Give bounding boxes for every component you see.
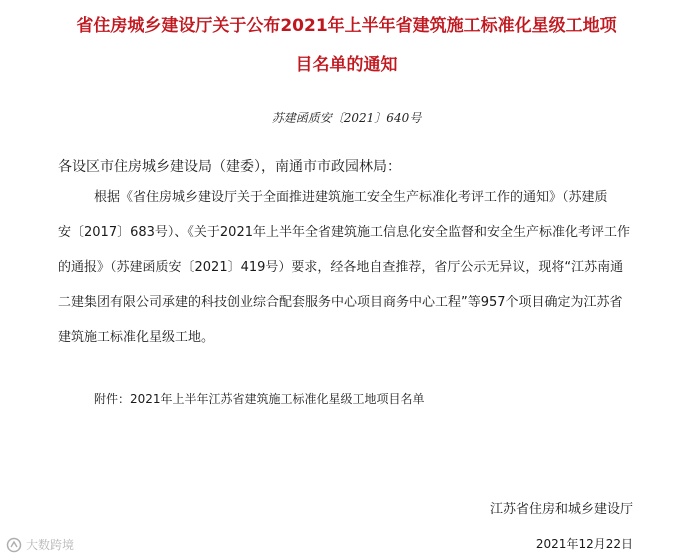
salutation: 各设区市住房城乡建设局（建委），南通市市政园林局： [58,159,401,175]
watermark-text: 大数跨境 [26,538,75,552]
attachment-link[interactable]: 附件：2021年上半年江苏省建筑施工标准化星级工地项目名单 [94,392,425,406]
issuing-authority: 江苏省住房和城乡建设厅 [489,502,633,517]
document-number: 苏建函质安〔2021〕640号 [271,111,422,125]
body-paragraph-line: 建筑施工标准化星级工地。 [58,330,215,345]
document-title-line-1: 省住房城乡建设厅关于公布2021年上半年省建筑施工标准化星级工地项 [76,16,617,36]
body-paragraph-line: 二建集团有限公司承建的科技创业综合配套服务中心项目商务中心工程”等957个项目确定为江苏省 [58,295,623,310]
logo-icon [6,537,22,553]
issue-date: 2021年12月22日 [535,537,633,551]
body-paragraph-line: 根据《省住房城乡建设厅关于全面推进建筑施工安全生产标准化考评工作的通知》（苏建质 [94,190,608,205]
body-paragraph-line: 的通报》（苏建函质安〔2021〕419号）要求，经各地自查推荐，省厅公示无异议，现将“江苏南通 [58,260,624,275]
body-paragraph-line: 安〔2017〕683号）、《关于2021年上半年全省建筑施工信息化安全监督和安全生产标准化考评工作 [58,225,630,240]
document-title-line-2: 目名单的通知 [295,55,398,75]
watermark [6,536,74,553]
